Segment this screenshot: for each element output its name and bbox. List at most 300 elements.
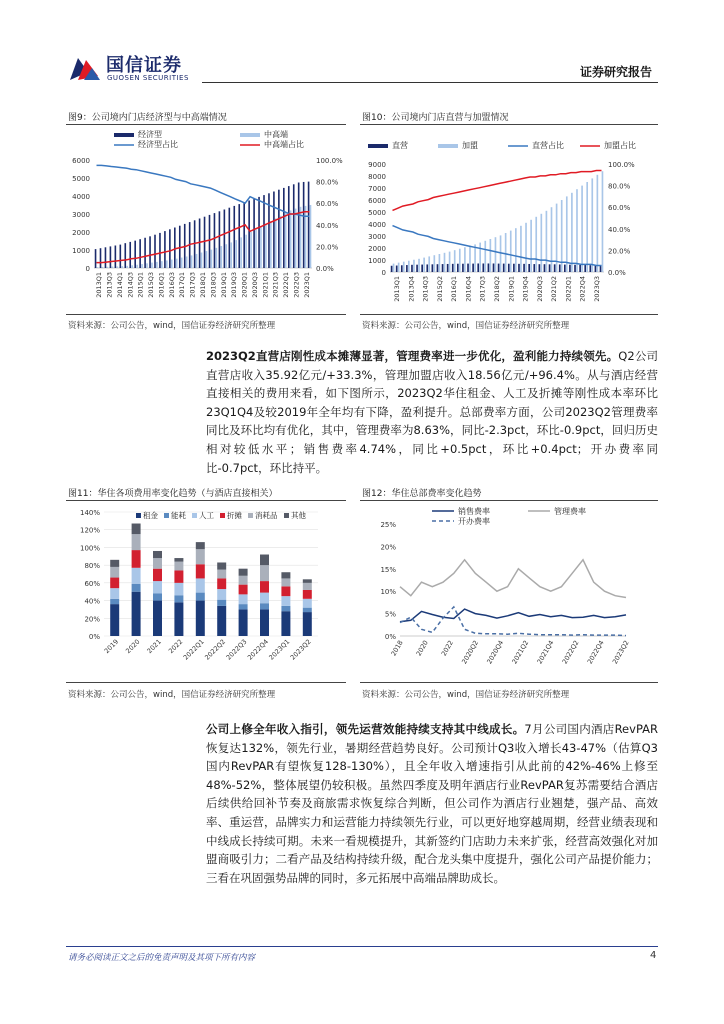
bar-加盟 (408, 261, 410, 272)
bar-加盟 (515, 228, 517, 272)
legend-label: 消耗品 (255, 511, 278, 520)
legend-swatch (284, 513, 289, 518)
bar-加盟 (403, 262, 405, 272)
bar-直营 (416, 265, 418, 272)
y-left-tick-label: 2000 (368, 245, 386, 253)
bar-加盟 (459, 249, 461, 272)
bar-能耗 (303, 608, 312, 612)
report-type: 证券研究报告 (580, 65, 653, 79)
x-tick-label: 2023Q2 (288, 637, 313, 662)
line-中高端占比 (97, 212, 310, 263)
bar-租金 (110, 604, 119, 636)
bar-直营 (442, 264, 444, 272)
bar-中高端 (270, 221, 272, 268)
bar-能耗 (281, 606, 290, 611)
y-right-tick-label: 0.0% (316, 265, 334, 273)
bar-加盟 (500, 235, 502, 272)
fig9-chart (64, 126, 354, 316)
fig11-chart (64, 502, 354, 672)
bar-直营 (467, 264, 469, 272)
bar-租金 (260, 609, 269, 636)
bar-加盟 (571, 193, 573, 272)
legend-label: 经济型 (138, 130, 162, 139)
bar-中高端 (211, 250, 213, 268)
bar-直营 (544, 264, 546, 272)
legend-label: 管理费率 (554, 507, 586, 516)
fig10-chart (358, 126, 658, 316)
legend-label: 中高端 (264, 130, 288, 139)
fig10-title: 图10：公司境内门店直营与加盟情况 (362, 113, 509, 123)
bar-中高端 (260, 227, 262, 268)
bar-加盟 (393, 264, 395, 272)
bar-直营 (396, 266, 398, 272)
bar-经济型 (144, 238, 146, 268)
legend-label: 直营 (392, 141, 408, 150)
bar-其他 (217, 562, 226, 569)
bar-中高端 (181, 258, 183, 268)
bar-直营 (528, 264, 530, 272)
bar-直营 (503, 264, 505, 272)
bar-直营 (421, 265, 423, 272)
bar-经济型 (124, 243, 126, 268)
bar-直营 (452, 264, 454, 272)
y-right-tick-label: 40.0% (316, 221, 339, 230)
bar-消耗品 (132, 534, 141, 550)
line-销售费率 (400, 609, 626, 622)
y-tick-label: 60% (84, 579, 100, 588)
bar-经济型 (209, 215, 211, 268)
bar-直营 (482, 263, 484, 272)
bar-经济型 (278, 190, 280, 268)
y-right-tick-label: 20.0% (608, 247, 631, 256)
bar-中高端 (156, 262, 158, 268)
bar-直营 (437, 264, 439, 272)
y-right-tick-label: 100.0% (608, 161, 635, 169)
legend-label: 直营占比 (532, 141, 564, 150)
x-tick-label: 2022Q2 (560, 639, 581, 666)
bar-中高端 (161, 261, 163, 268)
y-left-tick-label: 5000 (368, 209, 386, 217)
bar-中高端 (216, 248, 218, 268)
bar-中高端 (265, 224, 267, 268)
bar-加盟 (602, 171, 604, 272)
x-tick-label: 2014Q3 (126, 272, 135, 298)
fig12-source-rule (360, 682, 658, 683)
legend-swatch (164, 513, 169, 518)
bar-经济型 (95, 249, 97, 268)
x-tick-label: 2016Q3 (167, 272, 176, 298)
x-tick-label: 2023Q2 (610, 639, 631, 666)
x-tick-label: 2019Q1 (507, 276, 516, 302)
bar-直营 (493, 263, 495, 272)
legend-swatch (114, 133, 134, 137)
bar-经济型 (139, 239, 141, 268)
bar-能耗 (110, 599, 119, 604)
bar-直营 (513, 264, 515, 272)
bar-经济型 (293, 184, 295, 268)
fig12-title: 图12：华住总部费率变化趋势 (362, 489, 482, 499)
fig11-title-rule (66, 500, 346, 501)
logo-name-cn: 国信证券 (106, 55, 182, 76)
bar-加盟 (398, 263, 400, 272)
x-tick-label: 2013Q1 (95, 272, 104, 298)
bar-加盟 (444, 253, 446, 272)
bar-经济型 (253, 199, 255, 268)
bar-其他 (281, 572, 290, 578)
bar-中高端 (191, 255, 193, 268)
legend-swatch (368, 144, 388, 148)
bar-人工 (174, 583, 183, 595)
bar-其他 (239, 569, 248, 576)
legend-label: 加盟 (462, 141, 478, 150)
bar-中高端 (121, 266, 123, 268)
x-tick-label: 2015Q1 (136, 272, 145, 298)
bar-消耗品 (217, 570, 226, 579)
y-tick-label: 15% (380, 565, 396, 574)
legend-label: 中高端占比 (264, 140, 304, 149)
bar-加盟 (464, 247, 466, 272)
bar-折摊 (281, 586, 290, 596)
y-tick-label: 120% (79, 526, 100, 535)
y-tick-label: 40% (84, 597, 100, 606)
bar-折摊 (174, 570, 183, 582)
bar-消耗品 (110, 567, 119, 578)
bar-中高端 (107, 267, 109, 268)
x-tick-label: 2022 (166, 637, 185, 656)
x-tick-label: 2021 (145, 637, 163, 656)
bar-经济型 (219, 211, 221, 268)
y-left-tick-label: 0 (85, 265, 90, 273)
bar-中高端 (275, 219, 277, 269)
bar-直营 (589, 265, 591, 272)
bar-折摊 (239, 585, 248, 595)
x-tick-label: 2021Q3 (271, 272, 280, 298)
bar-经济型 (248, 201, 250, 269)
bar-中高端 (102, 267, 104, 268)
x-tick-label: 2022Q4 (246, 637, 270, 662)
y-left-tick-label: 1000 (368, 257, 386, 265)
bar-经济型 (204, 217, 206, 268)
bar-中高端 (166, 260, 168, 268)
bar-加盟 (490, 239, 492, 272)
bar-直营 (569, 265, 571, 272)
bar-加盟 (433, 255, 435, 272)
legend-swatch (248, 513, 253, 518)
bar-租金 (217, 606, 226, 636)
y-right-tick-label: 40.0% (608, 225, 631, 234)
y-right-tick-label: 0.0% (608, 269, 626, 277)
line-管理费率 (400, 560, 626, 598)
bar-中高端 (146, 263, 148, 268)
legend-swatch (136, 513, 141, 518)
y-tick-label: 100% (79, 544, 100, 553)
bar-中高端 (295, 209, 297, 268)
bar-中高端 (201, 253, 203, 268)
fig10-source: 资料来源：公司公告，wind，国信证券经济研究所整理 (362, 321, 570, 331)
y-left-tick-label: 6000 (368, 197, 386, 205)
bar-直营 (559, 264, 561, 272)
fig9-title-rule (66, 124, 346, 125)
bar-加盟 (525, 223, 527, 272)
legend-label: 加盟占比 (604, 141, 636, 150)
bar-能耗 (132, 584, 141, 592)
footer-disclaimer: 请务必阅读正文之后的免责声明及其项下所有内容 (68, 953, 256, 963)
bar-直营 (600, 265, 602, 272)
bar-经济型 (129, 242, 131, 268)
fig10-source-rule (360, 314, 658, 315)
line-经济型占比 (97, 165, 310, 216)
y-right-tick-label: 20.0% (316, 243, 339, 252)
x-tick-label: 2019 (102, 637, 121, 656)
bar-折摊 (217, 578, 226, 589)
bar-中高端 (126, 266, 128, 268)
bar-其他 (132, 524, 141, 535)
x-tick-label: 2015Q3 (147, 272, 156, 298)
bar-中高端 (112, 267, 114, 268)
legend-label: 其他 (291, 511, 306, 520)
y-left-tick-label: 8000 (368, 173, 386, 181)
y-left-tick-label: 9000 (368, 161, 386, 169)
line-加盟占比 (393, 171, 602, 211)
bar-折摊 (153, 569, 162, 581)
bar-直营 (472, 264, 474, 272)
x-tick-label: 2017Q1 (178, 272, 187, 298)
bar-直营 (533, 264, 535, 272)
fig12-chart (358, 502, 658, 672)
bar-直营 (508, 264, 510, 272)
x-tick-label: 2017Q3 (478, 276, 487, 302)
bar-租金 (132, 592, 141, 636)
bar-中高端 (230, 242, 232, 268)
paragraph-2 (206, 720, 658, 887)
x-tick-label: 2020Q3 (535, 276, 544, 302)
x-tick-label: 2020Q3 (250, 272, 259, 298)
bar-经济型 (120, 245, 122, 268)
bar-折摊 (260, 581, 269, 593)
fig12-title-rule (360, 500, 658, 501)
x-tick-label: 2020Q1 (240, 272, 249, 298)
x-tick-label: 2022Q1 (181, 637, 206, 662)
bar-中高端 (280, 216, 282, 268)
bar-直营 (457, 264, 459, 272)
bar-消耗品 (281, 578, 290, 586)
paragraph-2-body: 7月公司国内酒店RevPAR恢复达132%，领先行业，暑期经营趋势良好。公司预计Q3收入增长43-47%（估算Q3国内RevPAR有望恢复128-130%），且全年收入增速指引从此前的42%-46%上修至48%-52%，整体展望仍较积极。虽然四季度及明年酒店行业RevPAR复苏需要结合酒店后续供给回补节奏及商旅需求恢复综合判断，但公司作为酒店行业翘楚，强产品、高效率、重运营，品牌实力和运营能力持续领先行业，可以更好地穿越周期，经营业绩表现和中线成长持续可期。未来一看规模提升，其新签约门店助力未来扩张，经营高效强化对加盟商吸引力；二看产品及结构持续升级，配合龙头集中度提升，强化公司产品提价能力；三看在巩固强势品牌的同时，多元拓展中高端品牌助成长。 (206, 722, 658, 885)
bar-直营 (579, 265, 581, 272)
paragraph-1 (206, 347, 658, 477)
legend-label: 能耗 (171, 511, 186, 520)
bar-加盟 (484, 241, 486, 272)
legend-label: 折摊 (227, 511, 242, 520)
x-tick-label: 2016Q4 (464, 276, 473, 302)
bar-加盟 (423, 258, 425, 272)
paragraph-1-lead: 2023Q2直营店刚性成本摊薄显著，管理费率进一步优化，盈利能力持续领先。 (206, 349, 619, 363)
x-tick-label: 2022Q4 (578, 276, 587, 302)
bar-经济型 (110, 246, 112, 268)
header (0, 0, 724, 90)
bar-直营 (391, 266, 393, 272)
x-tick-label: 2018Q1 (199, 272, 207, 298)
fig11-source-rule (66, 682, 346, 683)
x-tick-label: 2020 (124, 637, 142, 656)
bar-中高端 (116, 266, 118, 268)
bar-直营 (523, 264, 525, 272)
bar-租金 (196, 601, 205, 636)
bar-人工 (217, 589, 226, 600)
y-tick-label: 80% (84, 562, 100, 571)
x-tick-label: 2020Q2 (460, 639, 481, 666)
bar-中高端 (206, 251, 208, 268)
y-tick-label: 5% (384, 610, 396, 619)
y-left-tick-label: 4000 (368, 221, 386, 229)
legend-label: 人工 (199, 511, 214, 520)
legend-label: 开办费率 (458, 517, 490, 526)
legend-swatch (240, 133, 260, 137)
bar-经济型 (283, 188, 285, 268)
page-number: 4 (650, 950, 657, 961)
y-tick-label: 20% (380, 543, 396, 552)
bar-加盟 (546, 211, 548, 272)
bar-租金 (303, 612, 312, 636)
bar-经济型 (159, 233, 161, 268)
x-tick-label: 2017Q3 (188, 272, 197, 298)
bar-中高端 (141, 264, 143, 268)
header-rule (202, 82, 658, 83)
fig9-source-rule (66, 314, 346, 315)
bar-加盟 (479, 243, 481, 272)
bar-经济型 (233, 206, 235, 268)
bar-能耗 (217, 600, 226, 606)
bar-人工 (303, 599, 312, 608)
x-tick-label: 2022Q1 (564, 276, 573, 302)
bar-加盟 (520, 226, 522, 272)
bar-能耗 (153, 593, 162, 600)
bar-经济型 (308, 182, 310, 268)
bar-中高端 (171, 260, 173, 268)
x-tick-label: 2014Q3 (421, 276, 430, 302)
x-tick-label: 2021Q2 (550, 276, 559, 302)
bar-加盟 (413, 260, 415, 272)
bar-经济型 (229, 208, 231, 268)
bar-消耗品 (196, 549, 205, 564)
bar-直营 (539, 264, 541, 272)
bar-直营 (595, 265, 597, 272)
bar-直营 (488, 263, 490, 272)
y-right-tick-label: 100.0% (316, 157, 343, 165)
bar-加盟 (439, 254, 441, 272)
legend-swatch (438, 144, 458, 148)
y-tick-label: 140% (79, 509, 100, 517)
bar-中高端 (221, 246, 223, 268)
y-right-tick-label: 60.0% (608, 204, 631, 213)
bar-经济型 (174, 228, 176, 269)
bar-加盟 (535, 217, 537, 272)
bar-人工 (132, 568, 141, 584)
line-开办费率 (400, 607, 626, 636)
x-tick-label: 2018 (389, 639, 405, 658)
bar-经济型 (273, 192, 275, 269)
x-tick-label: 2013Q1 (393, 276, 402, 302)
x-tick-label: 2019Q1 (219, 272, 228, 298)
bar-经济型 (263, 195, 265, 268)
fig12-source: 资料来源：公司公告，wind，国信证券经济研究所整理 (362, 690, 570, 700)
bar-中高端 (176, 259, 178, 268)
bar-中高端 (250, 232, 252, 268)
bar-经济型 (238, 204, 240, 268)
bar-直营 (432, 264, 434, 272)
footer-rule (66, 946, 658, 947)
legend-swatch (192, 513, 197, 518)
bar-加盟 (551, 207, 553, 272)
paragraph-1-body: Q2公司直营店收入35.92亿元/+33.3%，管理加盟店收入18.56亿元/+96.4%。从与酒店经营直接相关的费用来看，如下图所示，2023Q2华住租金、人工及折摊等刚性成本率环比23Q1Q4及较2019年全年均有下降，盈利提升。总部费率方面，公司2023Q2管理费率同比及环比均有优化，其中，管理费率为8.63%，同比-2.3pct，环比-0.9pct，回归历史相对较低水平；销售费率4.74%，同比+0.5pct，环比+0.4pct；开办费率同比-0.7pct，环比持平。 (206, 349, 659, 475)
legend-label: 经济型占比 (138, 140, 178, 149)
bar-人工 (110, 588, 119, 599)
x-tick-label: 2023Q1 (267, 637, 292, 662)
y-left-tick-label: 3000 (72, 211, 90, 219)
bar-消耗品 (239, 576, 248, 585)
bar-折摊 (303, 590, 312, 599)
bar-直营 (564, 265, 566, 272)
bar-其他 (196, 542, 205, 549)
bar-加盟 (581, 186, 583, 272)
bar-加盟 (495, 237, 497, 272)
y-left-tick-label: 3000 (368, 233, 386, 241)
bar-中高端 (196, 254, 198, 268)
bar-直营 (411, 265, 413, 272)
x-tick-label: 2022Q1 (282, 272, 291, 298)
y-left-tick-label: 5000 (72, 175, 90, 183)
bar-其他 (174, 558, 183, 562)
bar-人工 (153, 581, 162, 593)
bar-经济型 (149, 236, 151, 268)
bar-租金 (174, 602, 183, 636)
y-tick-label: 0% (88, 633, 100, 641)
bar-经济型 (105, 247, 107, 268)
x-tick-label: 2023Q1 (302, 272, 311, 298)
bar-其他 (110, 560, 119, 567)
guosen-logo-icon (68, 52, 102, 82)
y-left-tick-label: 6000 (72, 157, 90, 165)
bar-经济型 (199, 219, 201, 269)
bar-直营 (518, 264, 520, 272)
y-tick-label: 25% (380, 521, 396, 529)
bar-经济型 (169, 229, 171, 268)
bar-加盟 (454, 250, 456, 272)
bar-加盟 (530, 220, 532, 272)
bar-直营 (447, 264, 449, 272)
y-left-tick-label: 7000 (368, 185, 386, 193)
bar-加盟 (449, 252, 451, 272)
bar-直营 (584, 265, 586, 272)
bar-加盟 (474, 244, 476, 272)
bar-经济型 (298, 183, 300, 269)
x-tick-label: 2021Q4 (535, 639, 556, 666)
x-tick-label: 2022Q2 (203, 637, 228, 662)
bar-折摊 (110, 578, 119, 589)
x-tick-label: 2016Q1 (450, 276, 459, 302)
x-tick-label: 2018Q3 (209, 272, 218, 298)
paragraph-2-lead: 公司上修全年收入指引，领先运营效能持续支持其中线成长。 (206, 722, 525, 736)
bar-经济型 (134, 241, 136, 268)
bar-中高端 (310, 205, 312, 268)
x-tick-label: 2021Q1 (261, 272, 270, 298)
bar-中高端 (186, 256, 188, 268)
fig11-source: 资料来源：公司公告，wind，国信证券经济研究所整理 (68, 690, 276, 700)
bar-直营 (406, 265, 408, 272)
bar-加盟 (566, 196, 568, 272)
bar-直营 (549, 264, 551, 272)
y-tick-label: 10% (380, 588, 396, 597)
bar-其他 (303, 579, 312, 583)
